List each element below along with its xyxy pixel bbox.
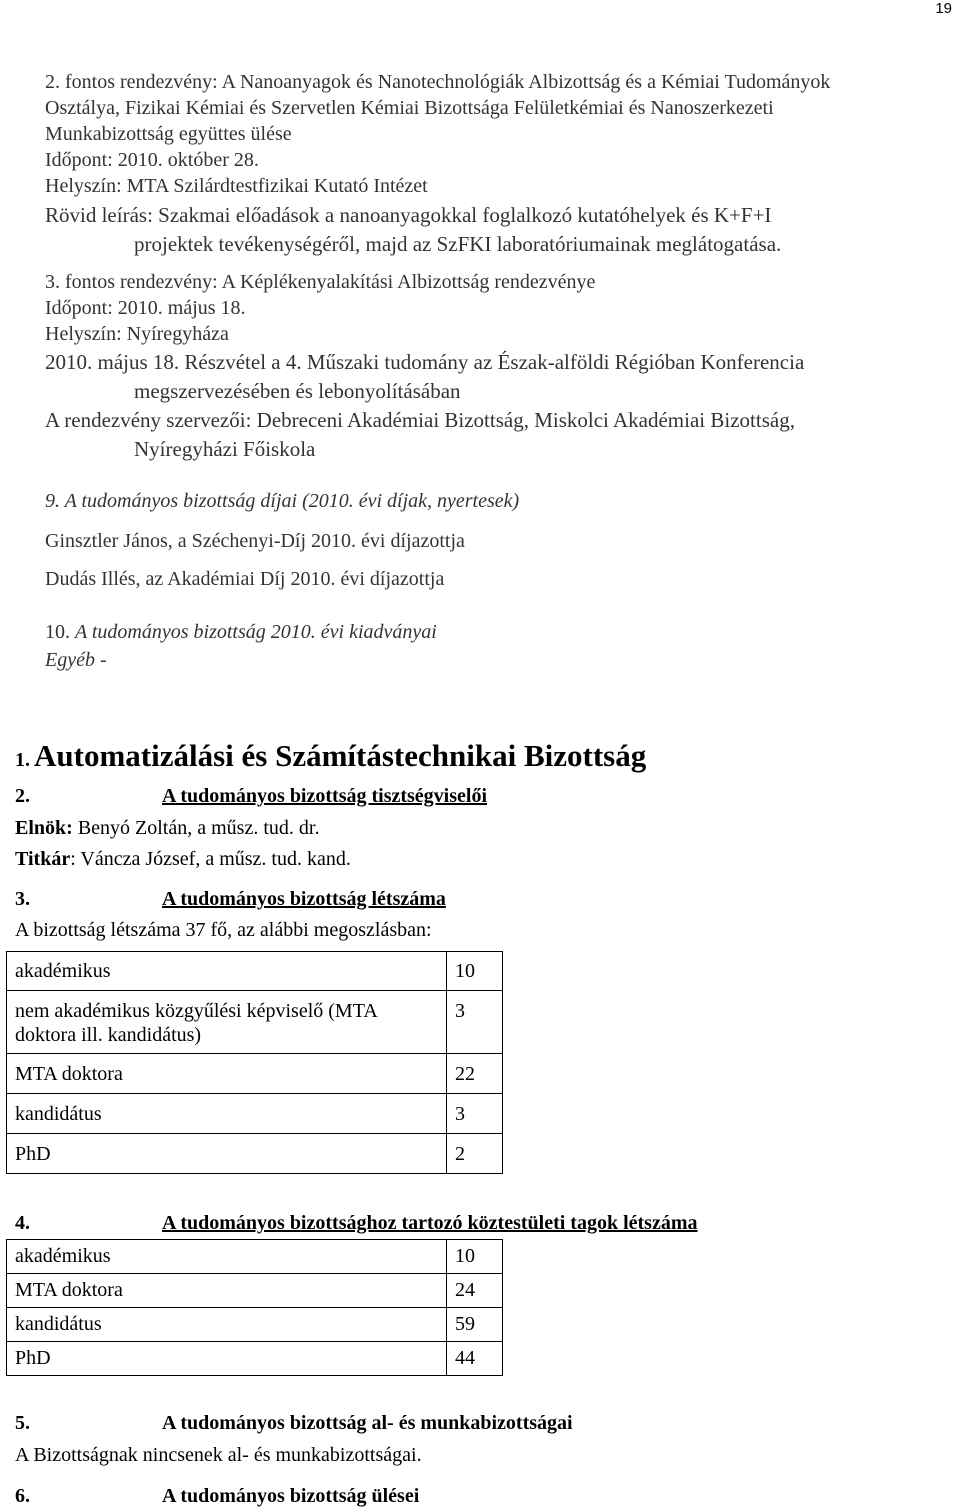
event3-place: Helyszín: Nyíregyháza — [45, 323, 229, 345]
chair-label: Elnök: — [15, 817, 73, 839]
table-cell-label: MTA doktora — [7, 1054, 447, 1094]
table-cell-value: 3 — [447, 1094, 503, 1134]
section10-other: Egyéb - — [45, 649, 107, 671]
s6-number: 6. — [15, 1485, 30, 1507]
s2-title: A tudományos bizottság tisztségviselői — [162, 785, 487, 807]
section10-heading — [45, 620, 437, 644]
s5-text: A Bizottságnak nincsenek al- és munkabizottságai. — [15, 1444, 422, 1466]
event3-date: Időpont: 2010. május 18. — [45, 297, 246, 319]
s5-title: A tudományos bizottság al- és munkabizottságai — [162, 1412, 573, 1434]
s3-title: A tudományos bizottság létszáma — [162, 888, 446, 910]
table-row — [7, 1134, 503, 1174]
event2-line2: Osztálya, Fizikai Kémiai és Szervetlen Kémiai Bizottsága Felületkémiai és Nanoszerkezeti — [45, 97, 774, 119]
table-cell-label-line2: doktora ill. kandidátus) — [15, 1024, 202, 1046]
table-cell-label: kandidátus — [7, 1308, 447, 1342]
secretary-line — [15, 847, 351, 871]
table-row — [7, 1342, 503, 1376]
committee-title: Automatizálási és Számítástechnikai Bizottság — [34, 738, 647, 773]
event3-organizers1: A rendezvény szervezői: Debreceni Akadémiai Bizottság, Miskolci Akadémiai Bizottság, — [45, 408, 795, 432]
s5-number: 5. — [15, 1412, 30, 1434]
table-cell-value: 10 — [447, 952, 503, 991]
table-cell-label — [7, 991, 447, 1054]
section10-title: A tudományos bizottság 2010. évi kiadványai — [75, 621, 437, 643]
table-cell-value: 59 — [447, 1308, 503, 1342]
s3-number: 3. — [15, 888, 30, 910]
s3-intro: A bizottság létszáma 37 fő, az alábbi megoszlásban: — [15, 919, 432, 941]
award-2: Dudás Illés, az Akadémiai Díj 2010. évi díjazottja — [45, 568, 445, 590]
event2-line1: 2. fontos rendezvény: A Nanoanyagok és Nanotechnológiák Albizottság és a Kémiai Tudományok — [45, 71, 831, 93]
event3-line1: 3. fontos rendezvény: A Képlékenyalakítási Albizottság rendezvénye — [45, 271, 596, 293]
award-1: Ginsztler János, a Széchenyi-Díj 2010. évi díjazottja — [45, 530, 465, 552]
s2-number: 2. — [15, 785, 30, 807]
public-members-table — [6, 1239, 503, 1376]
event2-line3: Munkabizottság együttes ülése — [45, 123, 292, 145]
table-cell-value: 10 — [447, 1240, 503, 1274]
event3-desc2: megszervezésében és lebonyolításában — [134, 379, 461, 403]
s6-title: A tudományos bizottság ülései — [162, 1485, 420, 1507]
table-cell-label: PhD — [7, 1134, 447, 1174]
table-cell-label: kandidátus — [7, 1094, 447, 1134]
table-cell-value: 44 — [447, 1342, 503, 1376]
table-cell-value: 3 — [447, 991, 503, 1054]
s4-number: 4. — [15, 1212, 30, 1234]
page-number: 19 — [935, 0, 952, 17]
secretary-value: : Váncza József, a műsz. tud. kand. — [70, 848, 351, 870]
table-cell-label-line1: nem akadémikus közgyűlési képviselő (MTA — [15, 1000, 378, 1022]
table-cell-label: akadémikus — [7, 952, 447, 991]
membership-table — [6, 951, 503, 1174]
event2-place: Helyszín: MTA Szilárdtestfizikai Kutató Intézet — [45, 175, 428, 197]
table-row — [7, 991, 503, 1054]
event3-organizers2: Nyíregyházi Főiskola — [134, 437, 316, 461]
table-row — [7, 1240, 503, 1274]
section9-number: 9. — [45, 490, 60, 512]
table-cell-value: 24 — [447, 1274, 503, 1308]
s4-title: A tudományos bizottsághoz tartozó köztestületi tagok létszáma — [162, 1212, 698, 1234]
table-cell-label: MTA doktora — [7, 1274, 447, 1308]
table-row — [7, 1274, 503, 1308]
section10-number: 10. — [45, 621, 70, 643]
table-row — [7, 1308, 503, 1342]
event3-desc1: 2010. május 18. Részvétel a 4. Műszaki tudomány az Észak-alföldi Régióban Konferencia — [45, 350, 805, 374]
table-cell-label: akadémikus — [7, 1240, 447, 1274]
table-row — [7, 1094, 503, 1134]
table-cell-value: 22 — [447, 1054, 503, 1094]
table-row — [7, 1054, 503, 1094]
event2-desc2: projektek tevékenységéről, majd az SzFKI laboratóriumainak meglátogatása. — [134, 232, 782, 256]
event2-desc1: Rövid leírás: Szakmai előadások a nanoanyagokkal foglalkozó kutatóhelyek és K+F+I — [45, 203, 772, 227]
section9-title: A tudományos bizottság díjai (2010. évi díjak, nyertesek) — [64, 490, 520, 512]
committee-heading — [15, 738, 646, 774]
section9-heading — [45, 489, 519, 513]
chair-line — [15, 816, 319, 840]
table-cell-value: 2 — [447, 1134, 503, 1174]
table-row — [7, 952, 503, 991]
event2-date: Időpont: 2010. október 28. — [45, 149, 259, 171]
table-cell-label: PhD — [7, 1342, 447, 1376]
committee-number: 1. — [15, 749, 30, 771]
chair-value: Benyó Zoltán, a műsz. tud. dr. — [77, 817, 320, 839]
secretary-label: Titkár — [15, 848, 71, 870]
